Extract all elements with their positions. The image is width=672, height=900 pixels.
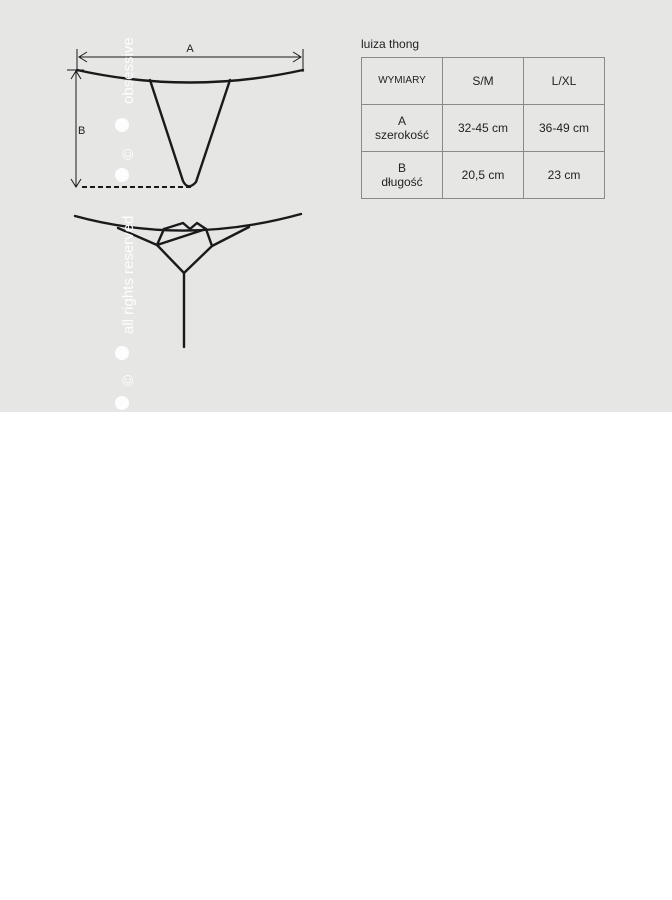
watermark-copyright: © (120, 148, 137, 160)
product-sheet-panel (0, 0, 672, 412)
row-code: A (397, 114, 406, 128)
table-header-size-sm: S/M (443, 58, 524, 105)
row-label-cell (362, 152, 443, 199)
size-table (361, 57, 605, 199)
label-a: A (186, 43, 194, 55)
watermark-dot (115, 396, 129, 410)
watermark-rights: all rights reserved (120, 215, 137, 334)
table-cell: 32-45 cm (443, 105, 524, 152)
brand-watermark (112, 0, 137, 412)
table-cell: 23 cm (524, 152, 605, 199)
watermark-dot (115, 346, 129, 360)
front-view (77, 70, 303, 186)
back-view (75, 214, 301, 347)
row-label-cell (362, 105, 443, 152)
watermark-dot (115, 118, 129, 132)
table-row (362, 152, 605, 199)
row-name: szerokość (374, 128, 430, 142)
table-cell: 36-49 cm (524, 105, 605, 152)
watermark-brand: obsessive (120, 37, 137, 104)
row-code: B (397, 161, 406, 175)
watermark-copyright: © (120, 374, 137, 386)
label-b: B (78, 125, 86, 137)
table-header-label: WYMIARY (362, 58, 443, 105)
table-cell: 20,5 cm (443, 152, 524, 199)
thong-diagram (0, 0, 340, 412)
table-header-size-lxl: L/XL (524, 58, 605, 105)
product-title: luiza thong (361, 37, 420, 51)
table-row (362, 105, 605, 152)
table-header-row (362, 58, 605, 105)
watermark-dot (115, 168, 129, 182)
row-name: długość (381, 175, 423, 189)
